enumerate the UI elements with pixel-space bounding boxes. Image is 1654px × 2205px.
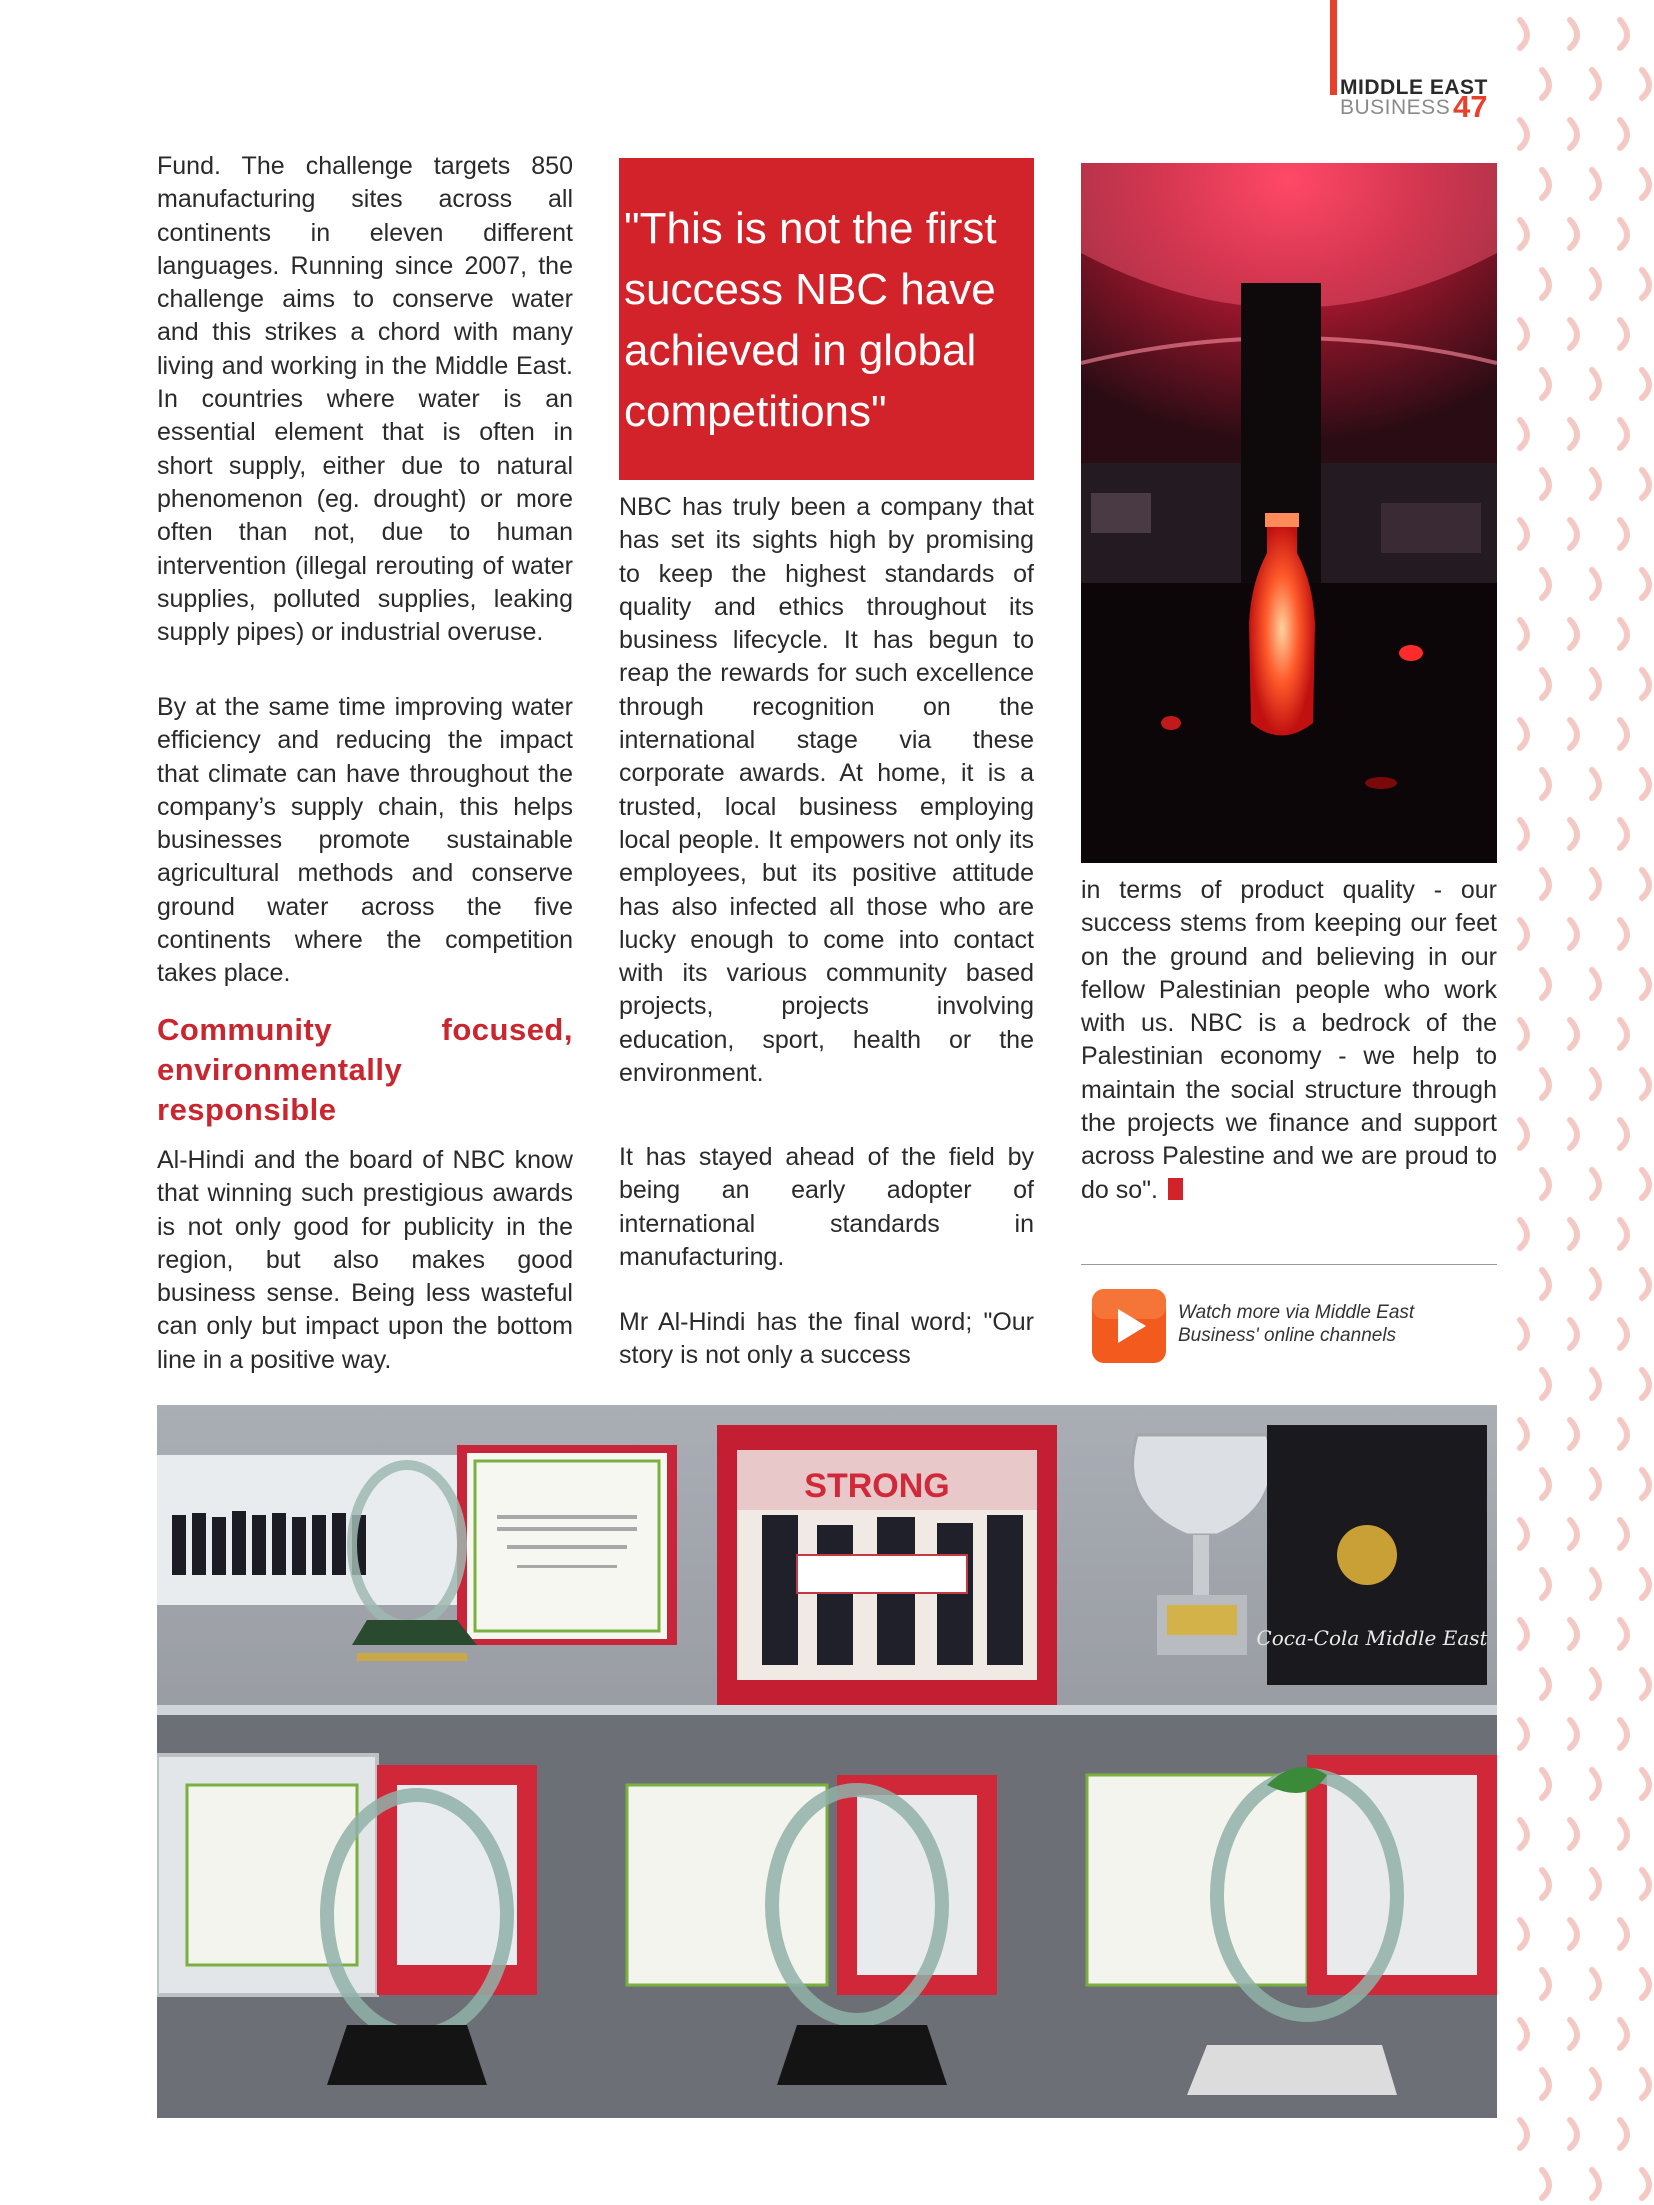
pattern-crescent (1642, 570, 1649, 598)
publication-subname: BUSINESS (1340, 96, 1451, 119)
pattern-crescent (1620, 520, 1627, 548)
column2-paragraph3: Mr Al-Hindi has the final word; "Our story is not only a success (619, 1308, 1034, 1370)
pattern-crescent (1520, 1820, 1527, 1848)
pattern-crescent (1520, 1520, 1527, 1548)
pattern-crescent (1642, 870, 1649, 898)
pattern-crescent (1592, 1570, 1599, 1598)
pattern-crescent (1570, 920, 1577, 948)
pattern-crescent (1570, 20, 1577, 48)
pattern-crescent (1592, 2070, 1599, 2098)
section-subheading: Community focused, environmentally responsible (157, 1012, 573, 1127)
pattern-crescent (1592, 170, 1599, 198)
pattern-crescent (1542, 870, 1549, 898)
pattern-crescent (1570, 1820, 1577, 1848)
pattern-crescent (1570, 820, 1577, 848)
pattern-crescent (1542, 770, 1549, 798)
pattern-crescent (1592, 470, 1599, 498)
pattern-crescent (1542, 1470, 1549, 1498)
pattern-crescent (1570, 1620, 1577, 1648)
pattern-crescent (1570, 1320, 1577, 1348)
column2-paragraph1: NBC has truly been a company that has set its sights high by promising to keep the highest standards of quality and ethics throughout its business lifecycle. It has begun to reap the rewards for such excellence through recognition on the international stage via these corporate awards. At home, it is a trusted, local business employing local people. It empowers not only its employees, but its positive attitude has also infected all those who are lucky enough to come into contact with its various community based projects, projects involving education, sport, health or the environment. (619, 493, 1034, 1088)
pattern-crescent (1520, 1120, 1527, 1148)
pattern-crescent (1642, 2070, 1649, 2098)
pattern-crescent (1570, 320, 1577, 348)
column1-paragraph2: By at the same time improving water efficiency and reducing the impact that climate can have throughout the company’s supply chain, this helps businesses promote sustainable agricultural methods and conserve ground water across the five continents where the competition takes place. (157, 693, 573, 988)
pattern-crescent (1570, 420, 1577, 448)
pattern-crescent (1620, 820, 1627, 848)
pattern-crescent (1592, 1470, 1599, 1498)
pattern-crescent (1520, 2020, 1527, 2048)
pattern-crescent (1542, 970, 1549, 998)
pattern-crescent (1520, 920, 1527, 948)
column1-paragraph1: Fund. The challenge targets 850 manufacturing sites across all continents in eleven different languages. Running since 2007, the challenge aims to conserve water and this strikes a chord with many living and working in the Middle East. In countries where water is an essential element that is often in short supply, either due to natural phenomenon (eg. drought) or more often than not, due to human intervention (illegal rerouting of water supplies, polluted supplies, leaking supply pipes) or industrial overuse. (157, 152, 573, 647)
pattern-crescent (1620, 20, 1627, 48)
pattern-crescent (1642, 770, 1649, 798)
pattern-crescent (1620, 2020, 1627, 2048)
pattern-crescent (1642, 370, 1649, 398)
pattern-crescent (1620, 620, 1627, 648)
pattern-crescent (1570, 220, 1577, 248)
pattern-crescent (1542, 1970, 1549, 1998)
pattern-crescent (1570, 1720, 1577, 1748)
pattern-crescent (1592, 1070, 1599, 1098)
pattern-crescent (1542, 1270, 1549, 1298)
pattern-crescent (1642, 1170, 1649, 1198)
divider-line (1081, 1264, 1497, 1265)
pattern-crescent (1592, 870, 1599, 898)
pattern-crescent (1642, 1470, 1649, 1498)
pattern-crescent (1592, 270, 1599, 298)
decorative-pattern (1500, 0, 1654, 2205)
pattern-crescent (1592, 1970, 1599, 1998)
pattern-crescent (1620, 420, 1627, 448)
pattern-crescent (1620, 1720, 1627, 1748)
pattern-crescent (1520, 1920, 1527, 1948)
header-accent-bar (1330, 0, 1337, 95)
watch-more-line1[interactable]: Watch more via Middle East (1178, 1302, 1415, 1323)
pattern-crescent (1620, 1620, 1627, 1648)
pattern-crescent (1620, 2120, 1627, 2148)
pattern-crescent (1520, 320, 1527, 348)
plaque-brand: Coca-Cola Middle East (1256, 1626, 1488, 1650)
pattern-crescent (1642, 1870, 1649, 1898)
pattern-crescent (1570, 120, 1577, 148)
pattern-crescent (1542, 170, 1549, 198)
pattern-crescent (1542, 2070, 1549, 2098)
pattern-crescent (1570, 1420, 1577, 1448)
pattern-crescent (1520, 220, 1527, 248)
pattern-crescent (1520, 720, 1527, 748)
pattern-crescent (1520, 520, 1527, 548)
watch-more-line2[interactable]: Business' online channels (1178, 1325, 1397, 1346)
pattern-crescent (1592, 70, 1599, 98)
pattern-crescent (1620, 220, 1627, 248)
pattern-crescent (1570, 1920, 1577, 1948)
pattern-crescent (1642, 2170, 1649, 2198)
pattern-crescent (1620, 720, 1627, 748)
pattern-crescent (1542, 1070, 1549, 1098)
pattern-crescent (1620, 1120, 1627, 1148)
pattern-crescent (1570, 2020, 1577, 2048)
pattern-crescent (1542, 1570, 1549, 1598)
pattern-crescent (1642, 1570, 1649, 1598)
pattern-crescent (1642, 1070, 1649, 1098)
pattern-crescent (1520, 1420, 1527, 1448)
pattern-crescent (1520, 1020, 1527, 1048)
pattern-crescent (1542, 1370, 1549, 1398)
pattern-crescent (1542, 1770, 1549, 1798)
pattern-crescent (1620, 1920, 1627, 1948)
pattern-crescent (1542, 270, 1549, 298)
pattern-crescent (1520, 20, 1527, 48)
pattern-crescent (1570, 620, 1577, 648)
publication-name: MIDDLE EAST (1340, 76, 1488, 99)
pattern-crescent (1570, 1220, 1577, 1248)
column2-paragraph2: It has stayed ahead of the field by being an early adopter of international standards in manufacturing. (619, 1143, 1034, 1271)
pattern-crescent (1642, 1970, 1649, 1998)
pattern-crescent (1642, 970, 1649, 998)
pattern-crescent (1570, 520, 1577, 548)
pattern-crescent (1592, 770, 1599, 798)
pattern-crescent (1542, 1170, 1549, 1198)
pattern-crescent (1642, 270, 1649, 298)
pattern-crescent (1642, 1770, 1649, 1798)
pattern-crescent (1642, 1670, 1649, 1698)
pattern-crescent (1592, 1670, 1599, 1698)
pattern-crescent (1542, 1870, 1549, 1898)
pattern-crescent (1570, 1120, 1577, 1148)
pattern-crescent (1620, 1820, 1627, 1848)
pattern-crescent (1592, 670, 1599, 698)
pattern-crescent (1570, 1520, 1577, 1548)
page-number: 47 (1453, 89, 1488, 124)
pattern-crescent (1592, 1370, 1599, 1398)
pattern-crescent (1592, 370, 1599, 398)
pattern-crescent (1592, 970, 1599, 998)
pattern-crescent (1592, 1770, 1599, 1798)
pattern-crescent (1520, 1620, 1527, 1648)
pattern-crescent (1520, 120, 1527, 148)
pattern-crescent (1542, 370, 1549, 398)
pattern-crescent (1642, 70, 1649, 98)
event-bottle-photo (1081, 163, 1497, 863)
pattern-crescent (1620, 1220, 1627, 1248)
pattern-crescent (1592, 570, 1599, 598)
awards-showcase-photo (157, 1405, 1497, 2118)
play-icon[interactable] (1090, 1287, 1168, 1365)
pull-quote-text: "This is not the first success NBC have achieved in global competitions" (624, 204, 997, 436)
pattern-crescent (1520, 1220, 1527, 1248)
pattern-crescent (1570, 2120, 1577, 2148)
pattern-crescent (1620, 920, 1627, 948)
pattern-crescent (1620, 120, 1627, 148)
pattern-crescent (1642, 670, 1649, 698)
pattern-crescent (1542, 670, 1549, 698)
pattern-crescent (1642, 1370, 1649, 1398)
pattern-crescent (1620, 1020, 1627, 1048)
pattern-crescent (1570, 1020, 1577, 1048)
pattern-crescent (1520, 1720, 1527, 1748)
pattern-crescent (1592, 1270, 1599, 1298)
pattern-crescent (1520, 620, 1527, 648)
pattern-crescent (1592, 2170, 1599, 2198)
pattern-crescent (1620, 1320, 1627, 1348)
end-mark (1168, 1178, 1183, 1200)
pattern-crescent (1620, 1520, 1627, 1548)
pattern-crescent (1520, 820, 1527, 848)
pattern-crescent (1520, 1320, 1527, 1348)
pattern-crescent (1642, 470, 1649, 498)
pattern-crescent (1542, 2170, 1549, 2198)
pattern-crescent (1542, 570, 1549, 598)
column3-paragraph1: in terms of product quality - our success stems from keeping our feet on the ground and believing in our fellow Palestinian people who work with us. NBC is a bedrock of the Palestinian economy - we help to maintain the social structure through the projects we finance and support across Palestine and we are proud to do so". (1081, 876, 1497, 1204)
pattern-crescent (1642, 1270, 1649, 1298)
pattern-crescent (1642, 170, 1649, 198)
pattern-crescent (1570, 720, 1577, 748)
pattern-crescent (1520, 420, 1527, 448)
pattern-crescent (1592, 1170, 1599, 1198)
column1-paragraph3: Al-Hindi and the board of NBC know that winning such prestigious awards is not only good for publicity in the region, but also makes good business sense. Being less wasteful can only but impact upon the bottom line in a positive way. (157, 1146, 573, 1374)
pattern-crescent (1520, 2120, 1527, 2148)
pattern-crescent (1542, 470, 1549, 498)
pattern-crescent (1592, 1870, 1599, 1898)
banner-letters: STRONG (804, 1467, 950, 1505)
pattern-crescent (1620, 320, 1627, 348)
pattern-crescent (1620, 1420, 1627, 1448)
pattern-crescent (1542, 1670, 1549, 1698)
pattern-crescent (1542, 70, 1549, 98)
